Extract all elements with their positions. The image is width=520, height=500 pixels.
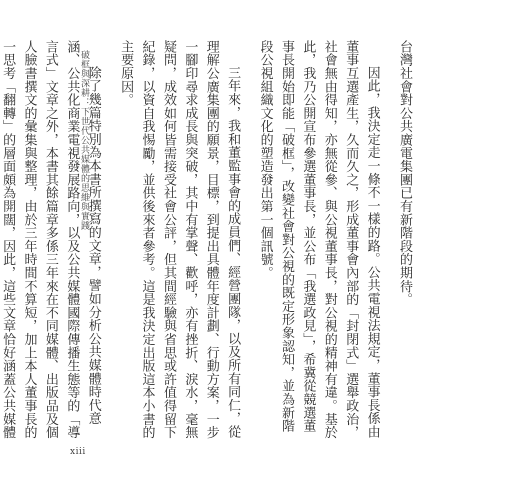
paragraph-3: 三年來，我和董監事會的成員們、經營團隊，以及所有同仁，從理解公廣集團的願景，目標，到提出具體年度計劃、行動方案，一步一腳印尋求成長與突破，其中有掌聲、歡呼，亦有挫折、淚水，毫無疑問，成效如何皆需接受社會公評，但其間經驗與省思或許值得留下紀錄，以資自我惕勵，並供後來者參考。這是我決定出版這本小書的主要原因。 bbox=[118, 40, 241, 439]
body-text bbox=[0, 40, 415, 440]
paragraph-4: 除了幾篇特別為本書所撰寫的文章，譬如分析公共媒體時代意涵、公共化商業電視發展路向，以及公共媒體國際傳播生態等的「導言式」文章之外，本書其餘篇章多係三年來在不同媒體、出版品及個人臉書撰文的彙集與整理，由於三年時間不算短，加上本人董事長的一思考「翻轉」的層面頗為開闊，因此，這些文章恰好涵蓋公共媒體 bbox=[0, 40, 101, 439]
paragraph-1: 台灣社會對公共廣電集團已有新階段的期待。 bbox=[397, 40, 412, 306]
running-header: 破框與深耕：下世代公共媒體的思維與實踐 bbox=[79, 50, 89, 231]
paragraph-2: 因此，我決定走一條不一樣的路。公共電視法規定，董事長係由董事互選產生，久而久之，形成董事會內部的「封閉式」選舉政治，社會無由得知，亦無從參、與公視董事長，對公視的精神有違。基於此，我乃公開宣布參選董事長，並公布「我選政見」，希冀從競選董事長開始即能「破框」，改變社會對公視的既定形象認知，並為新階段公視組織文化的塑造發出第一個訊號。 bbox=[257, 40, 380, 439]
page-number: xiii bbox=[70, 447, 86, 457]
